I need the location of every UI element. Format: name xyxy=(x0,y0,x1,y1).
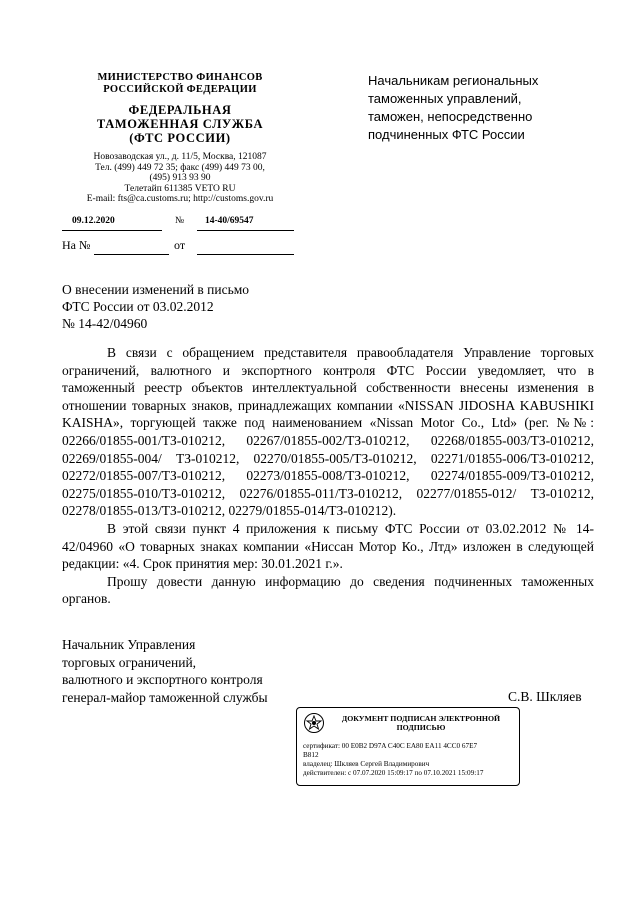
position-line: торговых ограничений, xyxy=(62,654,197,670)
emblem-icon xyxy=(303,712,325,734)
certificate-line: сертификат: 00 E0B2 D97A C40C EA80 EA11 4CC0 67E7 xyxy=(303,742,478,750)
signatory-name: С.В. Шкляев xyxy=(508,689,582,704)
paragraph-2: В этой связи пункт 4 приложения к письму ФТС России от 03.02.2012 № 14-42/04960 «О товарных знаках компании «Ниссан Мотор Ко., Лтд» изложен в следующей редакции: «4. Срок принятия мер: 30.01.2021 г.». xyxy=(62,520,594,572)
ministry-line-2: РОССИЙСКОЙ ФЕДЕРАЦИИ xyxy=(103,84,257,95)
number-underline xyxy=(197,230,294,231)
position-line: валютного и экспортного контроля xyxy=(62,672,263,687)
recipient-line: таможен, непосредственно xyxy=(368,109,533,124)
doc-number: 14-40/69547 xyxy=(205,216,254,226)
position-line: Начальник Управления xyxy=(62,637,196,652)
address-line: Новозаводская ул., д. 11/5, Москва, 121087 xyxy=(93,152,267,162)
recipient-line: Начальникам региональных xyxy=(368,73,539,88)
signatory-position xyxy=(62,636,322,706)
owner-line: владелец: Шкляев Сергей Владимирович xyxy=(303,760,430,768)
letter-body xyxy=(62,344,594,608)
date-underline xyxy=(62,230,162,231)
reference-row xyxy=(62,238,294,258)
number-sign: № xyxy=(175,216,185,226)
reference-label: На № xyxy=(62,238,91,252)
subject-line: № 14-42/04960 xyxy=(62,316,148,331)
teletype-line: Телетайп 611385 VETO RU xyxy=(124,183,236,194)
phone-line-2: (495) 913 93 90 xyxy=(149,173,211,184)
reference-underline xyxy=(94,254,169,255)
service-name xyxy=(60,103,300,145)
doc-date: 09.12.2020 xyxy=(72,216,115,226)
ministry-name xyxy=(60,72,300,96)
recipient-block xyxy=(368,72,608,144)
paragraph-1: В связи с обращением представителя правообладателя Управление торговых ограничений, валютного и экспортного контроля ФТС России уведомляет, что в таможенный реестр объектов интеллектуальной собственности внесены изменения в отношении товарных знаков, принадлежащих компании «NISSAN JIDOSHA KABUSHIKI KAISHA», торгующей также под наименованием «Nissan Motor Co., Ltd» (рег. №№: 02266/01855-001/ТЗ-010212, 02267/01855-002/ТЗ-010212, 02268/01855-003/ТЗ-010212, 02269/01855-004/ ТЗ-010212, 02270/01855-005/ТЗ-010212, 02271/01855-006/ТЗ-010212, 02272/01855-007/ТЗ-010212, 02273/01855-008/ТЗ-010212, 02274/01855-009/ТЗ-010212, 02275/01855-010/ТЗ-010212, 02276/01855-011/ТЗ-010212, 02277/01855-012/ ТЗ-010212, 02278/01855-013/ТЗ-010212, 02279/01855-014/ТЗ-010212). xyxy=(62,345,594,519)
recipient-line: таможенных управлений, xyxy=(368,91,522,106)
reference-date-label: от xyxy=(174,238,186,252)
e-signature-stamp xyxy=(296,707,520,786)
subject-line: ФТС России от 03.02.2012 xyxy=(62,299,214,314)
stamp-details xyxy=(303,742,513,778)
letterhead xyxy=(60,72,300,205)
validity-line: действителен: с 07.07.2020 15:09:17 по 07.10.2021 15:09:17 xyxy=(303,769,484,777)
service-line-3: (ФТС РОССИИ) xyxy=(129,131,231,145)
contact-block xyxy=(60,152,300,205)
subject-line: О внесении изменений в письмо xyxy=(62,282,250,297)
certificate-line-2: B812 xyxy=(303,751,319,759)
phone-line: Тел. (499) 449 72 35; факс (499) 449 73 00, xyxy=(95,162,265,173)
ministry-line-1: МИНИСТЕРСТВО ФИНАНСОВ xyxy=(97,72,263,83)
email-line: E-mail: fts@ca.customs.ru; http://customs.gov.ru xyxy=(86,194,274,205)
subject-block xyxy=(62,281,322,332)
position-line: генерал-майор таможенной службы xyxy=(62,689,268,705)
service-line-2: ТАМОЖЕННАЯ СЛУЖБА xyxy=(96,117,264,131)
stamp-title: ДОКУМЕНТ ПОДПИСАН ЭЛЕКТРОННОЙ ПОДПИСЬЮ xyxy=(341,714,501,732)
service-line-1: ФЕДЕРАЛЬНАЯ xyxy=(128,103,232,117)
paragraph-3: Прошу довести данную информацию до сведения подчиненных таможенных органов. xyxy=(62,573,594,607)
registration-row xyxy=(62,216,294,230)
reference-date-underline xyxy=(197,254,294,255)
recipient-line: подчиненных ФТС России xyxy=(368,127,525,142)
